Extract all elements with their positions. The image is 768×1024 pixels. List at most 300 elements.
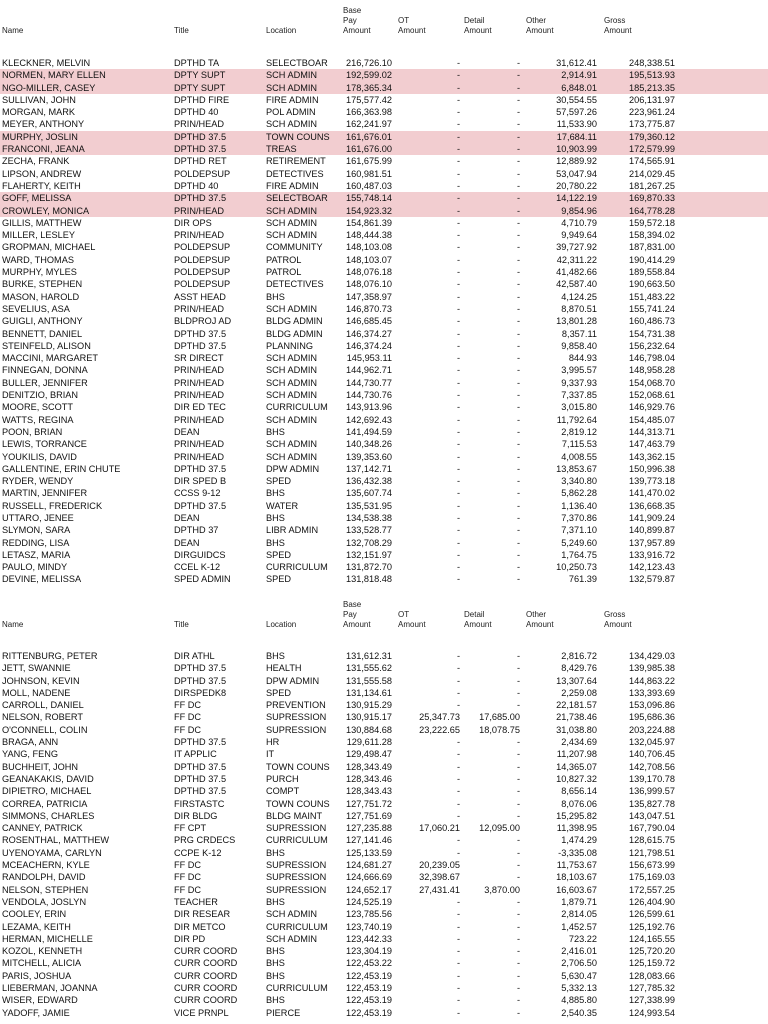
cell-title: DPTY SUPT (174, 70, 226, 81)
cell-ot: - (456, 414, 460, 425)
cell-name: RYDER, WENDY (2, 476, 74, 487)
cell-base-pay: 166,363.98 (346, 107, 392, 118)
table-row (0, 131, 768, 143)
table-row (0, 155, 768, 167)
cell-detail: - (516, 921, 520, 932)
cell-title: DIR METCO (174, 921, 226, 932)
cell-location: CURRICULUM (266, 983, 328, 994)
cell-ot: - (456, 761, 460, 772)
cell-base-pay: 140,348.26 (346, 439, 392, 450)
header-base-pay: Base Pay Amount (343, 6, 371, 35)
cell-detail: - (516, 872, 520, 883)
cell-base-pay: 128,343.49 (346, 761, 392, 772)
cell-ot: - (456, 267, 460, 278)
cell-name: LEWIS, TORRANCE (2, 439, 87, 450)
cell-title: DPTHD 37.5 (174, 786, 227, 797)
cell-gross: 185,213.35 (629, 82, 675, 93)
cell-detail: - (516, 1007, 520, 1018)
cell-detail: - (516, 970, 520, 981)
cell-base-pay: 178,365.34 (346, 82, 392, 93)
cell-detail: - (516, 933, 520, 944)
cell-gross: 153,096.86 (629, 700, 675, 711)
cell-title: SPED ADMIN (174, 574, 231, 585)
cell-name: MEYER, ANTHONY (2, 119, 85, 130)
cell-title: DPTHD 40 (174, 107, 219, 118)
cell-other: 4,710.79 (561, 217, 597, 228)
cell-location: CURRICULUM (266, 562, 328, 573)
cell-ot: - (456, 70, 460, 81)
cell-location: SUPRESSION (266, 884, 327, 895)
cell-name: SULLIVAN, JOHN (2, 94, 76, 105)
cell-ot: - (456, 107, 460, 118)
cell-base-pay: 154,861.39 (346, 217, 392, 228)
header-location: Location (266, 26, 297, 35)
cell-other: 14,365.07 (556, 761, 597, 772)
cell-other: 13,853.67 (556, 463, 597, 474)
cell-ot: - (456, 316, 460, 327)
cell-ot: - (456, 94, 460, 105)
table-row (0, 364, 768, 376)
cell-title: DPTY SUPT (174, 82, 226, 93)
cell-ot: - (456, 933, 460, 944)
cell-detail: - (516, 476, 520, 487)
cell-gross: 140,899.87 (629, 525, 675, 536)
table-row (0, 340, 768, 352)
cell-name: CROWLEY, MONICA (2, 205, 90, 216)
cell-other: 22,181.57 (556, 700, 597, 711)
cell-location: CURRICULUM (266, 835, 328, 846)
cell-location: SPED (266, 549, 292, 560)
cell-gross: 158,394.02 (629, 230, 675, 241)
cell-base-pay: 141,494.59 (346, 426, 392, 437)
cell-ot: - (456, 291, 460, 302)
cell-title: SR DIRECT (174, 353, 224, 364)
cell-detail: 18,078.75 (479, 724, 520, 735)
cell-base-pay: 124,525.19 (346, 896, 392, 907)
cell-name: YANG, FENG (2, 749, 58, 760)
cell-ot: - (456, 451, 460, 462)
cell-location: SCH ADMIN (266, 439, 318, 450)
cell-location: BHS (266, 651, 285, 661)
cell-detail: - (516, 737, 520, 748)
cell-detail: - (516, 786, 520, 797)
cell-detail: 17,685.00 (479, 712, 520, 723)
cell-title: CCSS 9-12 (174, 488, 221, 499)
table-row (0, 847, 768, 859)
table-row (0, 896, 768, 908)
cell-location: LIBR ADMIN (266, 525, 319, 536)
cell-title: DIRSPEDK8 (174, 687, 227, 698)
cell-gross: 150,996.38 (629, 463, 675, 474)
cell-name: LETASZ, MARIA (2, 549, 71, 560)
table-row (0, 217, 768, 229)
cell-other: 5,862.28 (561, 488, 597, 499)
cell-title: TEACHER (174, 896, 218, 907)
cell-name: RANDOLPH, DAVID (2, 872, 86, 883)
cell-location: SCH ADMIN (266, 205, 318, 216)
cell-name: KLECKNER, MELVIN (2, 58, 91, 68)
cell-detail: - (516, 761, 520, 772)
cell-other: 42,311.22 (556, 254, 597, 265)
cell-other: 2,540.35 (561, 1007, 597, 1018)
cell-detail: 12,095.00 (479, 823, 520, 834)
cell-detail: - (516, 193, 520, 204)
table-row (0, 512, 768, 524)
cell-title: DIR ED TEC (174, 402, 226, 413)
cell-other: 11,533.90 (556, 119, 597, 130)
cell-other: 2,259.08 (561, 687, 597, 698)
cell-gross: 143,362.15 (629, 451, 675, 462)
cell-base-pay: 133,528.77 (346, 525, 392, 536)
cell-location: SCH ADMIN (266, 933, 318, 944)
cell-location: DPW ADMIN (266, 675, 320, 686)
cell-base-pay: 146,870.73 (346, 303, 392, 314)
cell-gross: 169,870.33 (629, 193, 675, 204)
cell-name: MASON, HAROLD (2, 291, 80, 302)
table-row (0, 748, 768, 760)
cell-base-pay: 148,444.38 (346, 230, 392, 241)
cell-title: DIR SPED B (174, 476, 227, 487)
cell-location: COMPT (266, 786, 300, 797)
cell-title: PRIN/HEAD (174, 205, 225, 216)
cell-base-pay: 131,555.58 (346, 675, 392, 686)
cell-other: 8,656.14 (561, 786, 597, 797)
cell-base-pay: 131,134.61 (346, 687, 392, 698)
cell-gross: 139,773.18 (629, 476, 675, 487)
cell-title: IT APPLIC (174, 749, 217, 760)
cell-gross: 156,232.64 (629, 340, 675, 351)
cell-location: HR (266, 737, 280, 748)
cell-detail: - (516, 316, 520, 327)
cell-title: PRIN/HEAD (174, 365, 225, 376)
cell-title: DIR PD (174, 933, 206, 944)
cell-gross: 135,827.78 (629, 798, 675, 809)
cell-gross: 181,267.25 (629, 180, 675, 191)
table-row (0, 933, 768, 945)
cell-detail: - (516, 909, 520, 920)
cell-ot: - (456, 946, 460, 957)
cell-gross: 179,360.12 (629, 131, 675, 142)
cell-ot: - (456, 500, 460, 511)
cell-ot: - (456, 675, 460, 686)
cell-title: PRG CRDECS (174, 835, 236, 846)
cell-location: BHS (266, 488, 285, 499)
cell-other: 11,753.67 (556, 860, 597, 871)
cell-detail: - (516, 279, 520, 290)
table-row (0, 537, 768, 549)
cell-ot: - (456, 773, 460, 784)
cell-other: 21,738.46 (556, 712, 597, 723)
cell-detail: - (516, 700, 520, 711)
cell-base-pay: 146,374.27 (346, 328, 392, 339)
cell-name: JOHNSON, KEVIN (2, 675, 80, 686)
header-detail: Detail Amount (464, 16, 492, 35)
cell-detail: - (516, 402, 520, 413)
table-row (0, 761, 768, 773)
cell-base-pay: 124,666.69 (346, 872, 392, 883)
cell-name: UYENOYAMA, CARLYN (2, 847, 102, 858)
cell-detail: - (516, 107, 520, 118)
cell-name: NGO-MILLER, CASEY (2, 82, 96, 93)
header-name: Name (2, 26, 24, 35)
cell-detail: - (516, 94, 520, 105)
cell-ot: - (456, 377, 460, 388)
cell-name: MARTIN, JENNIFER (2, 488, 88, 499)
cell-detail: - (516, 675, 520, 686)
cell-ot: - (456, 749, 460, 760)
cell-title: FF CPT (174, 823, 207, 834)
column-header (0, 594, 768, 634)
cell-ot: - (456, 537, 460, 548)
cell-base-pay: 147,358.97 (346, 291, 392, 302)
table-row (0, 389, 768, 401)
cell-title: POLDEPSUP (174, 279, 231, 290)
cell-base-pay: 129,611.28 (346, 737, 392, 748)
cell-base-pay: 135,531.95 (346, 500, 392, 511)
cell-title: POLDEPSUP (174, 242, 231, 253)
cell-name: MACCINI, MARGARET (2, 353, 98, 364)
table-row (0, 822, 768, 834)
cell-title: FF DC (174, 884, 202, 895)
cell-detail: - (516, 488, 520, 499)
cell-location: SCH ADMIN (266, 230, 318, 241)
cell-base-pay: 146,374.24 (346, 340, 392, 351)
cell-gross: 128,083.66 (629, 970, 675, 981)
cell-detail: - (516, 958, 520, 969)
cell-detail: - (516, 860, 520, 871)
cell-name: POON, BRIAN (2, 426, 63, 437)
cell-name: BENNETT, DANIEL (2, 328, 83, 339)
cell-base-pay: 131,555.62 (346, 663, 392, 674)
cell-gross: 190,414.29 (629, 254, 675, 265)
cell-title: BLDPROJ AD (174, 316, 232, 327)
cell-location: BHS (266, 958, 285, 969)
table-row (0, 180, 768, 192)
cell-location: BHS (266, 847, 285, 858)
cell-location: BHS (266, 291, 285, 302)
table-row (0, 315, 768, 327)
header-location: Location (266, 620, 297, 629)
table-row (0, 377, 768, 389)
cell-location: SCH ADMIN (266, 365, 318, 376)
cell-ot: 23,222.65 (419, 724, 460, 735)
header-ot: OT Amount (398, 610, 426, 629)
cell-detail: - (516, 340, 520, 351)
cell-name: LIEBERMAN, JOANNA (2, 983, 98, 994)
cell-title: CURR COORD (174, 970, 238, 981)
cell-base-pay: 146,685.45 (346, 316, 392, 327)
table-row (0, 82, 768, 94)
cell-name: WISER, EDWARD (2, 995, 78, 1006)
cell-base-pay: 148,076.18 (346, 267, 392, 278)
cell-name: BRAGA, ANN (2, 737, 59, 748)
cell-gross: 190,663.50 (629, 279, 675, 290)
cell-name: GUIGLI, ANTHONY (2, 316, 83, 327)
cell-title: DIR OPS (174, 217, 212, 228)
cell-gross: 127,338.99 (629, 995, 675, 1006)
cell-detail: - (516, 810, 520, 821)
cell-location: SCH ADMIN (266, 390, 318, 401)
cell-base-pay: 148,103.07 (346, 254, 392, 265)
cell-base-pay: 137,142.71 (346, 463, 392, 474)
cell-base-pay: 161,675.99 (346, 156, 392, 167)
table-row (0, 524, 768, 536)
cell-gross: 154,068.70 (629, 377, 675, 388)
cell-ot: 32,398.67 (419, 872, 460, 883)
cell-other: 7,370.86 (561, 512, 597, 523)
cell-ot: - (456, 574, 460, 585)
cell-title: DIR BLDG (174, 810, 218, 821)
cell-base-pay: 161,676.00 (346, 144, 392, 155)
cell-detail: - (516, 651, 520, 661)
header-gross: Gross Amount (604, 16, 632, 35)
table-row (0, 957, 768, 969)
cell-title: DPTHD 37.5 (174, 773, 227, 784)
cell-name: BUCHHEIT, JOHN (2, 761, 79, 772)
cell-ot: - (456, 488, 460, 499)
cell-detail: - (516, 70, 520, 81)
cell-detail: - (516, 773, 520, 784)
cell-base-pay: 154,923.32 (346, 205, 392, 216)
cell-gross: 132,579.87 (629, 574, 675, 585)
cell-title: DPTHD TA (174, 58, 220, 68)
cell-gross: 189,558.84 (629, 267, 675, 278)
cell-location: SPED (266, 687, 292, 698)
cell-gross: 141,909.24 (629, 512, 675, 523)
cell-name: MCEACHERN, KYLE (2, 860, 90, 871)
cell-gross: 132,045.97 (629, 737, 675, 748)
cell-ot: 20,239.05 (419, 860, 460, 871)
table-row (0, 662, 768, 674)
cell-other: 8,429.76 (561, 663, 597, 674)
cell-base-pay: 129,498.47 (346, 749, 392, 760)
table-row (0, 401, 768, 413)
header-title: Title (174, 620, 189, 629)
cell-gross: 175,169.03 (629, 872, 675, 883)
cell-gross: 151,483.22 (629, 291, 675, 302)
cell-title: POLDEPSUP (174, 168, 231, 179)
cell-other: 10,827.32 (556, 773, 597, 784)
table-row (0, 573, 768, 585)
cell-detail: - (516, 562, 520, 573)
cell-detail: - (516, 798, 520, 809)
cell-name: MILLER, LESLEY (2, 230, 76, 241)
cell-location: PATROL (266, 267, 302, 278)
table-row (0, 303, 768, 315)
cell-detail: - (516, 426, 520, 437)
cell-other: 8,076.06 (561, 798, 597, 809)
cell-other: 2,814.05 (561, 909, 597, 920)
cell-name: STEINFELD, ALISON (2, 340, 91, 351)
cell-base-pay: 148,076.10 (346, 279, 392, 290)
cell-title: PRIN/HEAD (174, 439, 225, 450)
cell-title: DIR RESEAR (174, 909, 231, 920)
cell-base-pay: 130,915.29 (346, 700, 392, 711)
table-row (0, 168, 768, 180)
cell-other: 9,858.40 (561, 340, 597, 351)
cell-title: FF DC (174, 872, 202, 883)
cell-detail: - (516, 749, 520, 760)
cell-location: CURRICULUM (266, 921, 328, 932)
cell-gross: 154,485.07 (629, 414, 675, 425)
cell-title: CURR COORD (174, 983, 238, 994)
cell-gross: 124,165.55 (629, 933, 675, 944)
cell-name: BULLER, JENNIFER (2, 377, 88, 388)
cell-base-pay: 143,913.96 (346, 402, 392, 413)
cell-ot: - (456, 365, 460, 376)
cell-location: PATROL (266, 254, 302, 265)
cell-other: 4,124.25 (561, 291, 597, 302)
cell-location: BHS (266, 512, 285, 523)
cell-title: PRIN/HEAD (174, 119, 225, 130)
cell-title: CCPE K-12 (174, 847, 222, 858)
table-row (0, 773, 768, 785)
cell-base-pay: 132,151.97 (346, 549, 392, 560)
cell-other: 1,879.71 (561, 896, 597, 907)
cell-title: DPTHD FIRE (174, 94, 230, 105)
table-row (0, 1007, 768, 1019)
cell-detail: - (516, 156, 520, 167)
cell-gross: 148,958.28 (629, 365, 675, 376)
cell-ot: - (456, 463, 460, 474)
cell-base-pay: 122,453.19 (346, 983, 392, 994)
cell-base-pay: 139,353.60 (346, 451, 392, 462)
cell-detail: - (516, 291, 520, 302)
cell-other: 10,903.99 (556, 144, 597, 155)
cell-location: PIERCE (266, 1007, 301, 1018)
cell-other: 3,015.80 (561, 402, 597, 413)
cell-location: SCH ADMIN (266, 303, 318, 314)
cell-name: CORREA, PATRICIA (2, 798, 88, 809)
cell-title: FF DC (174, 724, 202, 735)
cell-title: CCEL K-12 (174, 562, 221, 573)
cell-gross: 147,463.79 (629, 439, 675, 450)
cell-location: POL ADMIN (266, 107, 316, 118)
header-title: Title (174, 26, 189, 35)
cell-other: 5,249.60 (561, 537, 597, 548)
cell-location: SCH ADMIN (266, 451, 318, 462)
cell-other: 2,416.01 (561, 946, 597, 957)
cell-location: SCH ADMIN (266, 377, 318, 388)
table-row (0, 254, 768, 266)
cell-base-pay: 134,538.38 (346, 512, 392, 523)
cell-ot: - (456, 687, 460, 698)
cell-other: 6,848.01 (561, 82, 597, 93)
header-other: Other Amount (526, 16, 554, 35)
cell-location: DETECTIVES (266, 279, 324, 290)
cell-other: 1,452.57 (561, 921, 597, 932)
cell-location: BHS (266, 426, 285, 437)
cell-other: 3,995.57 (561, 365, 597, 376)
cell-ot: - (456, 230, 460, 241)
cell-base-pay: 123,740.19 (346, 921, 392, 932)
cell-title: DPTHD 37 (174, 525, 219, 536)
cell-detail: - (516, 58, 520, 68)
cell-name: SLYMON, SARA (2, 525, 71, 536)
table-row (0, 810, 768, 822)
cell-ot: - (456, 798, 460, 809)
cell-other: 16,603.67 (556, 884, 597, 895)
cell-detail: - (516, 463, 520, 474)
cell-detail: - (516, 512, 520, 523)
cell-base-pay: 123,304.19 (346, 946, 392, 957)
cell-ot: 17,060.21 (419, 823, 460, 834)
table-row (0, 798, 768, 810)
cell-title: DPTHD 37.5 (174, 463, 227, 474)
cell-location: SCH ADMIN (266, 70, 318, 81)
cell-base-pay: 148,103.08 (346, 242, 392, 253)
cell-title: DPTHD 37.5 (174, 737, 227, 748)
